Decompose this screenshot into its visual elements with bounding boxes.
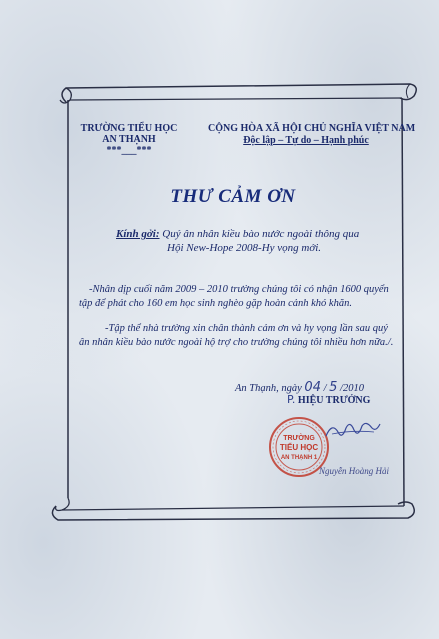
- date-month: 5: [329, 380, 338, 395]
- school-header: [79, 123, 179, 156]
- stamp-line3: AN THẠNH 1: [280, 455, 318, 461]
- signatory-prefix: P.: [287, 393, 296, 406]
- signatory-position: HIỆU TRƯỞNG: [297, 395, 371, 406]
- school-name-line2: AN THẠNH: [102, 134, 156, 145]
- salutation-line1: Quý ân nhân kiều bào nước ngoài thông qua: [162, 228, 360, 240]
- paragraph-2-line2: ân nhân kiều bào nước ngoài hộ trợ cho trường chúng tôi nhiều hơn nữa./.: [79, 337, 394, 348]
- paragraph-2-line1: -Tập thể nhà trường xin chân thành cảm ơn và hy vọng lần sau quý: [105, 323, 388, 334]
- stamp-line1: TRƯỜNG: [283, 435, 315, 442]
- salutation-label: Kính gởi:: [116, 228, 160, 240]
- school-name-line1: TRƯỜNG TIỂU HỌC: [80, 123, 178, 134]
- signatory-title: [287, 393, 370, 406]
- national-motto: Độc lập – Tự do – Hạnh phúc: [243, 135, 369, 146]
- date-line: An Thạnh, ngày 04 / 5 /2010: [235, 380, 364, 395]
- country-name: CỘNG HÒA XÃ HỘI CHỦ NGHĨA VIỆT NAM: [208, 123, 416, 134]
- paragraph-2: [79, 322, 393, 350]
- stamp-line2: TIỂU HỌC: [279, 443, 319, 452]
- date-place: An Thạnh, ngày: [235, 383, 302, 394]
- school-ornament: ***___***: [106, 145, 152, 156]
- letter-title: THƯ CẢM ƠN: [170, 186, 296, 207]
- national-header: [208, 123, 416, 147]
- signatory-name: Nguyễn Hoàng Hải: [319, 466, 389, 476]
- paragraph-1-line1: -Nhân dịp cuối năm 2009 – 2010 trường chúng tôi có nhận 1600 quyển: [89, 284, 389, 295]
- date-day: 04: [304, 380, 321, 395]
- salutation: [116, 227, 359, 255]
- paragraph-1: [79, 283, 389, 311]
- handwritten-signature: [322, 414, 382, 444]
- paragraph-1-line2: tập để phát cho 160 em học sinh nghèo gặp hoàn cảnh khó khăn.: [79, 298, 352, 309]
- salutation-line2: Hội New-Hope 2008-Hy vọng mới.: [167, 242, 322, 254]
- date-year: /2010: [340, 383, 364, 394]
